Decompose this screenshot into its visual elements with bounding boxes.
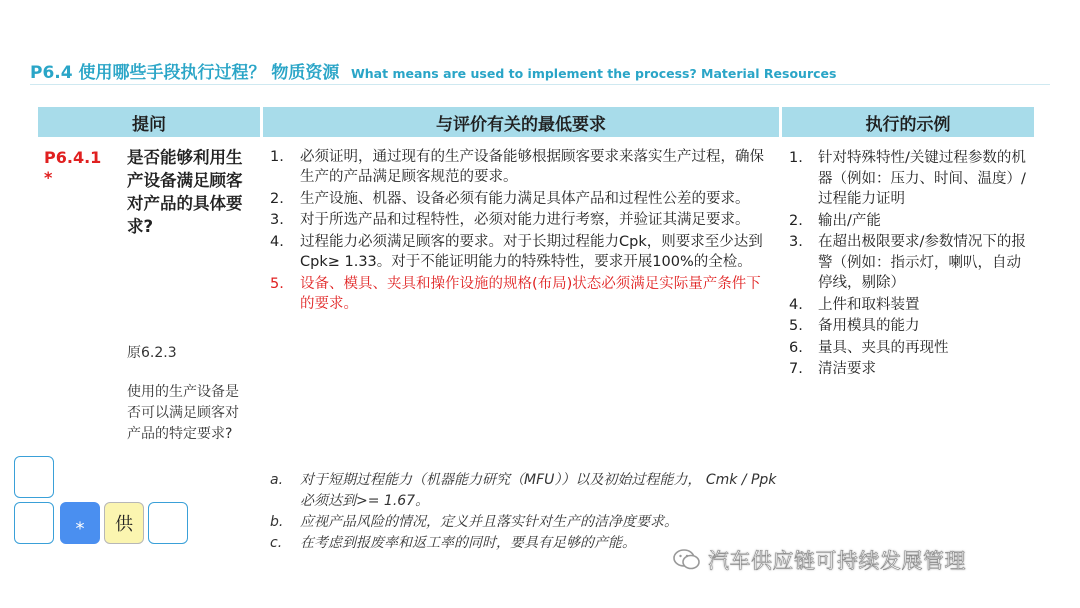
note-letter: c. [270,535,283,551]
note-text: 应视产品风险的情况，定义并且落实针对生产的洁净度要求。 [300,514,678,530]
requirement-text: 过程能力必须满足顾客的要求。对于长期过程能力Cpk，则要求至少达到Cpk≥ 1.33。对于不能证明能力的特殊特性，要求开展100%的全检。 [300,234,763,270]
notes-list [270,470,790,554]
example-number: 2. [789,212,803,229]
wechat-icon [672,547,702,573]
example-number: 3. [789,234,803,250]
example-number: 6. [789,339,803,356]
original-reference: 原6.2.3 [127,345,177,361]
original-question-text: 使用的生产设备是否可以满足顾客对产品的特定要求? [127,384,239,442]
requirement-text: 必须证明，通过现有的生产设备能够根据顾客要求来落实生产过程，确保生产的产品满足顾客规范的要求。 [300,149,764,185]
note-letter: a. [270,472,284,488]
watermark-text: 汽车供应链可持续发展管理 [708,549,966,573]
column-header-requirements: 与评价有关的最低要求 [263,107,779,137]
note-item [270,512,790,533]
example-number: 5. [789,318,803,334]
requirement-number: 5. [270,275,284,292]
requirement-number: 1. [270,149,284,165]
note-letter: b. [270,514,284,530]
example-item [789,338,1034,359]
example-text: 在超出极限要求/参数情况下的报警（例如：指示灯，喇叭，自动停线，剔除） [818,234,1026,291]
ime-key-blank[interactable] [148,502,188,544]
example-item [789,359,1034,380]
question-text: 是否能够利用生产设备满足顾客对产品的具体要求? [127,148,243,236]
title-divider [30,84,1050,85]
question-id: P6.4.1 * [44,148,102,187]
example-text: 备用模具的能力 [818,318,920,334]
example-text: 量具、夹具的再现性 [818,339,949,356]
examples-list [789,148,1034,381]
requirement-item [270,211,770,231]
ime-key-blank[interactable] [14,456,54,498]
ime-key-blank[interactable] [14,502,54,544]
requirement-number: 3. [270,212,284,229]
example-number: 1. [789,150,803,166]
column-header-question: 提问 [38,107,260,137]
example-text: 上件和取料装置 [818,296,920,313]
example-number: 4. [789,296,803,313]
requirement-text: 对于所选产品和过程特性，必须对能力进行考察，并验证其满足要求。 [300,212,750,229]
example-item [789,295,1034,316]
example-text: 清洁要求 [818,361,876,377]
requirement-item [270,190,770,210]
ime-key-symbol[interactable]: ⁎ [60,502,100,544]
example-item [789,232,1034,294]
watermark [672,545,966,575]
example-text: 输出/产能 [818,212,881,229]
example-item [789,316,1034,337]
requirement-number: 4. [270,234,284,251]
column-header-examples: 执行的示例 [782,107,1034,137]
requirement-item [270,148,770,188]
requirement-text: 设备、模具、夹具和操作设施的规格(布局)状态必须满足实际量产条件下的要求。 [300,275,761,312]
example-text: 针对特殊特性/关键过程参数的机器（例如：压力、时间、温度）/过程能力证明 [818,150,1026,207]
example-item [789,211,1034,232]
page-title [30,58,836,83]
requirement-number: 2. [270,190,284,207]
note-item [270,470,790,512]
requirement-item [270,233,770,273]
note-text: 在考虑到报废率和返工率的同时，要具有足够的产能。 [300,535,636,551]
requirement-item-highlighted [270,275,770,315]
requirements-list [270,148,770,316]
title-zh: P6.4 使用哪些手段执行过程？ 物质资源 [30,63,340,83]
ime-key-candidate[interactable]: 供 [104,502,144,544]
example-item [789,148,1034,210]
example-number: 7. [789,361,803,377]
requirement-text: 生产设施、机器、设备必须有能力满足具体产品和过程性公差的要求。 [300,190,750,207]
note-text: 对于短期过程能力（机器能力研究（MFU））以及初始过程能力， Cmk / Ppk 必须达到>= 1.67。 [300,472,777,509]
title-en: What means are used to implement the process? Material Resources [351,66,837,81]
